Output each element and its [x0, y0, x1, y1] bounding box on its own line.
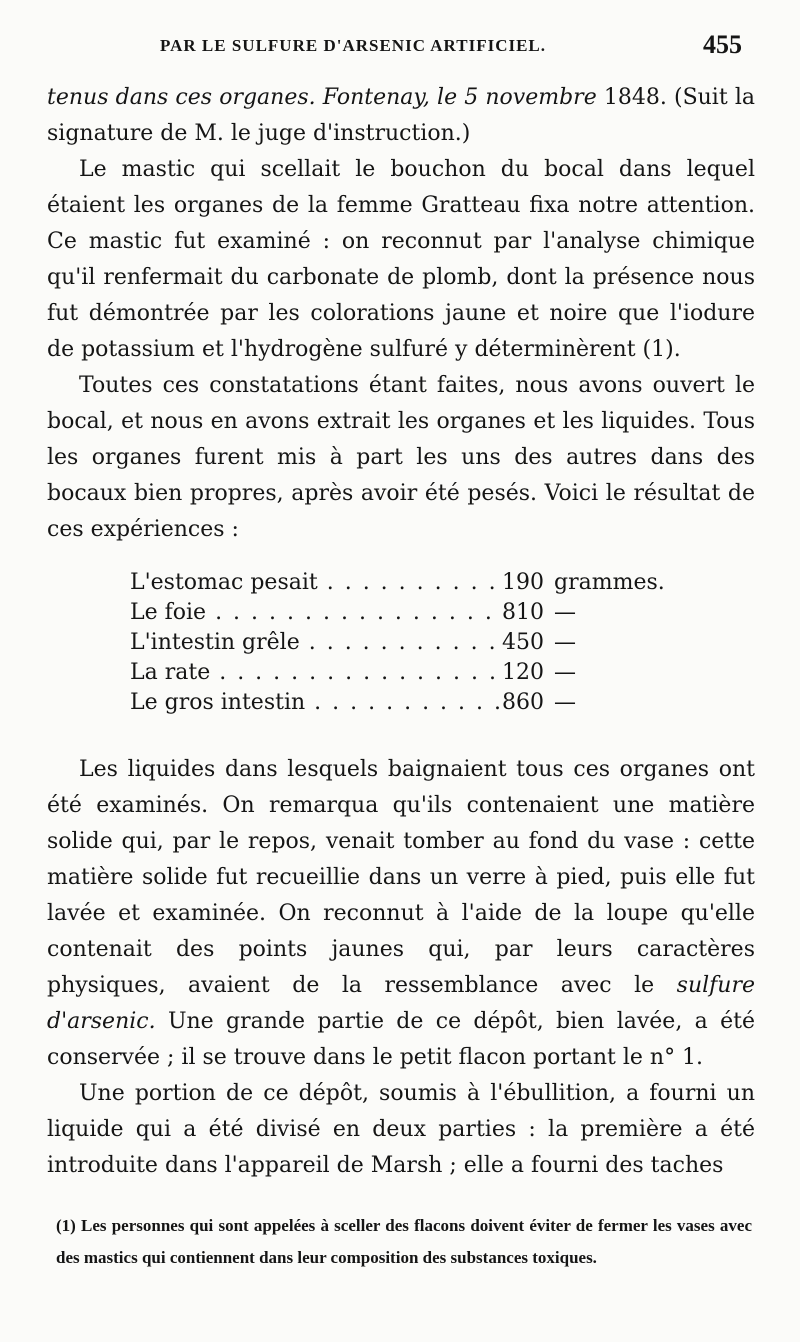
- paragraph-mastic: Le mastic qui scellait le bouchon du bocal dans lequel étaient les organes de la femme Gratteau fixa notre attention. Ce mastic fut examiné : on reconnut par l'analyse chimique qu'il renfermait du carbonate de plomb, dont la présence nous fut démontrée par les colorations jaune et noire que l'iodure de potassium et l'hydrogène sulfuré y déterminèrent (1).: [47, 157, 755, 362]
- weight-unit: —: [554, 690, 576, 715]
- paragraph-continued-rest: 1848. (Suit la signature de M. le juge d'instruction.): [47, 85, 755, 146]
- body-text-upper: [47, 80, 755, 548]
- organ-weight: 450: [502, 630, 544, 655]
- table-row: [130, 568, 690, 598]
- organ-name: La rate . . .: [130, 658, 502, 688]
- table-row: [130, 688, 690, 718]
- weight-unit: grammes.: [554, 570, 665, 595]
- organ-weight: 860: [502, 690, 544, 715]
- italic-phrase: tenus dans ces organes. Fontenay, le 5 novembre: [47, 85, 597, 110]
- organ-name: Le foie . . .: [130, 598, 502, 628]
- weight-unit: —: [554, 600, 576, 625]
- table-row: [130, 658, 690, 688]
- paragraph-liquides: [47, 752, 755, 1076]
- italic-term: sulfure d'arsenic.: [47, 973, 755, 1034]
- organ-weight: 190: [502, 570, 544, 595]
- weight-unit: —: [554, 630, 576, 655]
- paragraph-continued: [47, 80, 755, 152]
- paragraph-liquides-end: Une grande partie de ce dépôt, bien lavée, a été conservée ; il se trouve dans le petit flacon portant le n° 1.: [47, 1009, 755, 1070]
- organ-weights-table: [130, 568, 690, 718]
- organ-name: L'intestin grêle . . .: [130, 628, 502, 658]
- table-row: [130, 628, 690, 658]
- footnote: [56, 1210, 752, 1274]
- organ-name: L'estomac pesait . . .: [130, 568, 502, 598]
- footnote-text: (1) Les personnes qui sont appelées à sceller des flacons doivent éviter de fermer les vases avec des mastics qui contiennent dans leur composition des substances toxiques.: [56, 1216, 752, 1267]
- paragraph-liquides-start: Les liquides dans lesquels baignaient tous ces organes ont été examinés. On remarqua qu'ils contenaient une matière solide qui, par le repos, venait tomber au fond du vase : cette matière solide fut recueillie dans un verre à pied, puis elle fut lavée et examinée. On reconnut à l'aide de la loupe qu'elle contenait des points jaunes qui, par leurs caractères physiques, avaient de la ressemblance avec le: [47, 757, 755, 998]
- organ-weight: 120: [502, 660, 544, 685]
- running-title: PAR LE SULFURE D'ARSENIC ARTIFICIEL.: [160, 36, 547, 55]
- paragraph-constatations: Toutes ces constatations étant faites, nous avons ouvert le bocal, et nous en avons extrait les organes et les liquides. Tous les organes furent mis à part les uns des autres dans des bocaux bien propres, après avoir été pesés. Voici le résultat de ces expériences :: [47, 373, 755, 542]
- table-row: [130, 598, 690, 628]
- organ-name: Le gros intestin . . .: [130, 688, 502, 718]
- organ-weight: 810: [502, 600, 544, 625]
- weight-unit: —: [554, 660, 576, 685]
- body-text-lower: [47, 752, 755, 1184]
- page-number: 455: [703, 30, 742, 59]
- paragraph-depot: Une portion de ce dépôt, soumis à l'ébullition, a fourni un liquide qui a été divisé en deux parties : la première a été introduite dans l'appareil de Marsh ; elle a fourni des taches: [47, 1081, 755, 1178]
